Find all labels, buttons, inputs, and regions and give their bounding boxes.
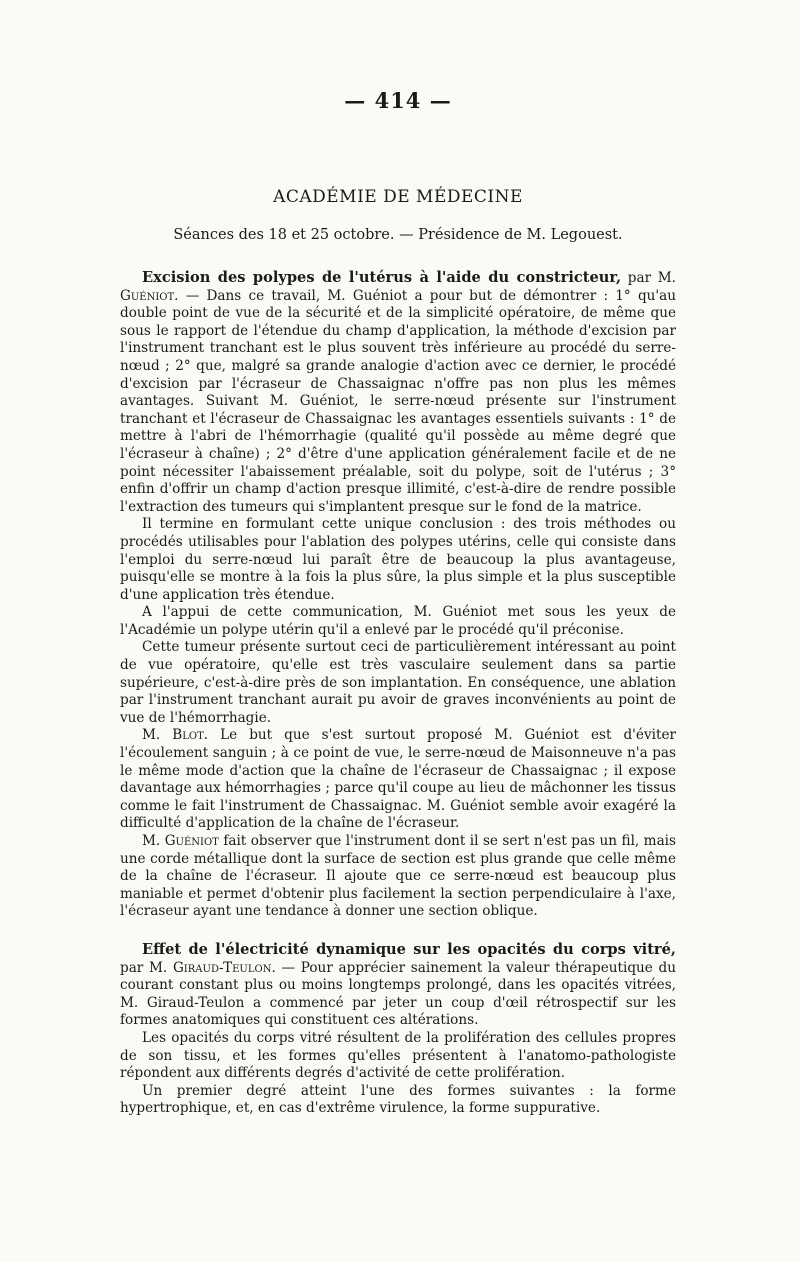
article2-author-prefix: par M. xyxy=(120,959,168,976)
session-line: Séances des 18 et 25 octobre. — Présidence de M. Legouest. xyxy=(173,227,623,243)
article2-title: Effet de l'électricité dynamique sur les opacités du corps vitré, xyxy=(142,940,676,958)
article1-paragraph-5 xyxy=(120,727,676,833)
article1-title: Excision des polypes de l'utérus à l'aide du constricteur, xyxy=(142,269,622,286)
article1-paragraph-1 xyxy=(120,269,676,516)
article1-paragraph-3: A l'appui de cette communication, M. Guéniot met sous les yeux de l'Académie un polype utérin qu'il a enlevé par le procédé qu'il préconise. xyxy=(120,604,676,638)
article-separator xyxy=(120,921,676,941)
article1-paragraph-4: Cette tumeur présente surtout ceci de particulièrement intéressant au point de vue opératoire, qu'elle est très vasculaire seulement dans sa partie supérieure, c'est-à-dire près de son implantation. En conséquence, une ablation par l'instrument tranchant aurait pu avoir de graves inconvénients au point de vue de l'hémorrhagie. xyxy=(120,639,676,726)
page-number: — 414 — xyxy=(344,88,452,113)
article1-author-prefix: par M. xyxy=(627,270,676,286)
article1-author: Guéniot. xyxy=(120,287,179,304)
article1-p5-speaker: M. Blot. xyxy=(142,727,209,744)
article2-paragraph-3: Un premier degré atteint l'une des formes suivantes : la forme hypertrophique, et, en cas d'extrême virulence, la forme suppurative. xyxy=(120,1082,676,1117)
article1-p5-text: Le but que s'est surtout proposé M. Guéniot est d'éviter l'écoulement sanguin ; à ce point de vue, le serre-nœud de Maisonneuve n'a pas le même mode d'action que la chaîne de l'écraseur de Chassaignac ; il expose davantage aux hémorrhagies ; parce qu'il coupe au lieu de mâchonner les tissus comme le fait l'instrument de Chassaignac. M. Guéniot semble avoir exagéré la difficulté d'application de la chaîne de l'écraseur. xyxy=(120,727,676,832)
article2-p1-text: — Pour apprécier sainement la valeur thérapeutique du courant constant plus ou moins longtemps prolongé, dans les opacités vitrées, M. Giraud-Teulon a commencé par jeter un coup d'œil rétrospectif sur les formes anatomiques qui constituent ces altérations. xyxy=(120,959,676,1029)
article1-p6-speaker: M. Guéniot xyxy=(142,833,219,849)
article2-paragraph-1 xyxy=(120,941,676,1030)
article1-p1-text: — Dans ce travail, M. Guéniot a pour but de démontrer : 1° qu'au double point de vue de la sécurité et de la simplicité opératoire, de même que sous le rapport de l'étendue du champ d'application, la méthode d'excision par l'instrument tranchant est le plus souvent très inférieure au procédé du serre-nœud ; 2° que, malgré sa grande analogie d'action avec ce dernier, le procédé d'excision par l'écraseur de Chassaignac n'offre pas non plus les mêmes avantages. Suivant M. Guéniot, le serre-nœud présente sur l'instrument tranchant et l'écraseur de Chassaignac les avantages essentiels suivants : 1° de mettre à l'abri de l'hémorrhagie (qualité qu'il possède au même degré que l'écraseur à chaîne) ; 2° d'être d'une application généralement facile et de ne point nécessiter l'abaissement préalable, soit du polype, soit de l'utérus ; 3° enfin d'offrir un champ d'action presque illimité, c'est-à-dire de rendre possible l'extraction des tumeurs qui s'implantent presque sur le fond de la matrice. xyxy=(120,287,676,515)
article1-p6-text: fait observer que l'instrument dont il se sert n'est pas un fil, mais une corde métallique dont la surface de section est plus grande que celle même de la chaîne de l'écraseur. Il ajoute que ce serre-nœud est beaucoup plus maniable et permet d'obtenir plus facilement la section perpendiculaire à l'axe, l'écraseur ayant une tendance à donner une section oblique. xyxy=(120,833,677,920)
article1-paragraph-6 xyxy=(120,833,676,921)
article2-author: Giraud-Teulon. xyxy=(172,959,276,976)
section-title: ACADÉMIE DE MÉDECINE xyxy=(273,187,523,207)
article1-paragraph-2: Il termine en formulant cette unique conclusion : des trois méthodes ou procédés utilisables pour l'ablation des polypes utérins, celle qui consiste dans l'emploi du serre-nœud lui paraît être de beaucoup la plus avantageuse, puisqu'elle se montre à la fois la plus sûre, la plus simple et la plus susceptible d'une application très étendue. xyxy=(120,516,676,603)
article2-paragraph-2: Les opacités du corps vitré résultent de la prolifération des cellules propres de son tissu, et les formes qu'elles présentent à l'anatomo-pathologiste répondent aux différents degrés d'activité de cette prolifération. xyxy=(120,1029,676,1082)
